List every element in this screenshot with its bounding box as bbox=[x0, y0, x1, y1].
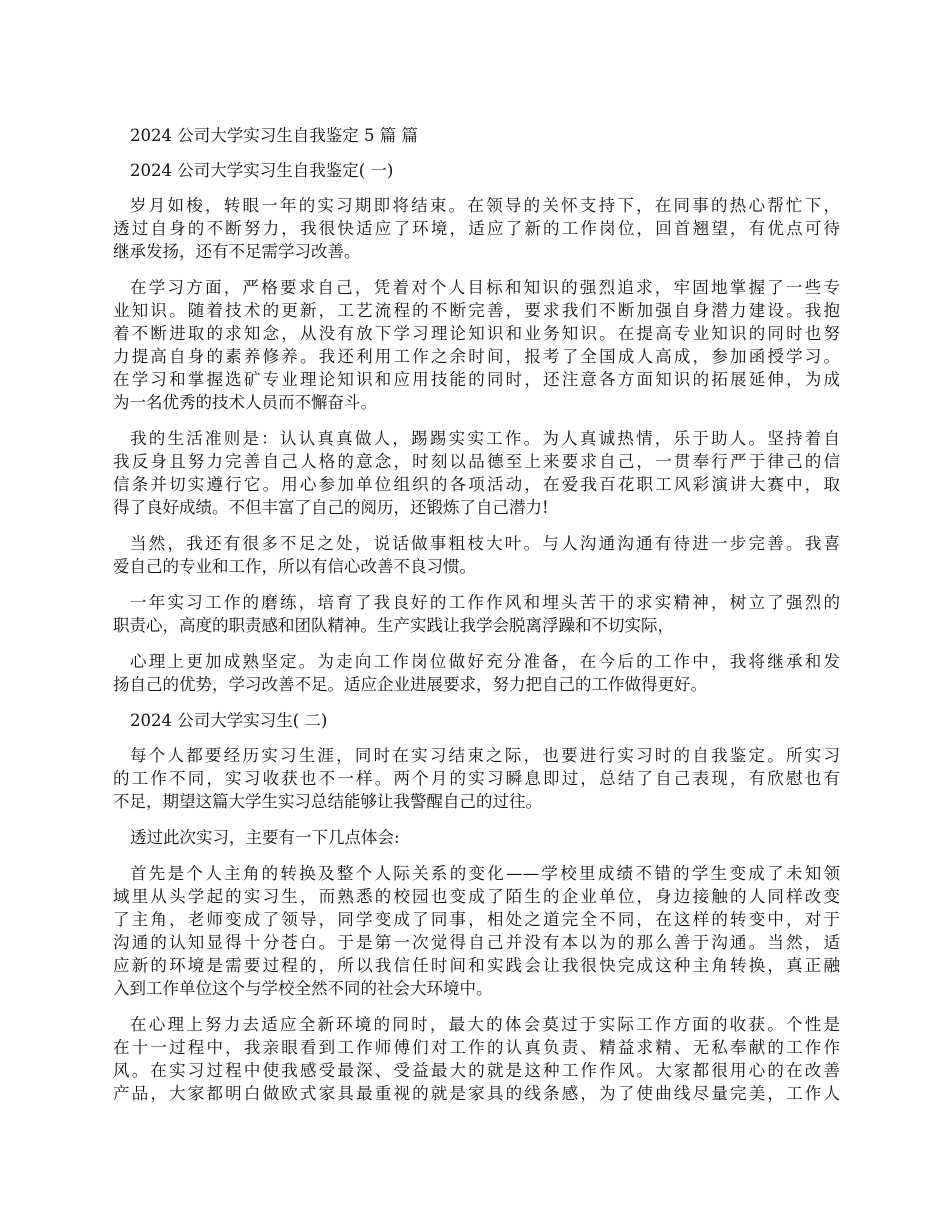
paragraph-line: 在十一过程中，我亲眼看到工作师傅们对工作的认真负责、精益求精、无私奉献的工作作 bbox=[113, 1038, 840, 1057]
paragraph-line: 域里从头学起的实习生，而熟悉的校园也变成了陌生的企业单位，身边接触的人同样改变 bbox=[113, 887, 840, 906]
paragraph-line: 沟通的认知显得十分苍白。于是第一次觉得自己并没有本以为的那么善于沟通。当然，适 bbox=[113, 933, 840, 952]
paragraph-line: 扬自己的优势，学习改善不足。适应企业进展要求，努力把自己的工作做得更好。 bbox=[113, 675, 707, 694]
paragraph-line: 继承发扬，还有不足需学习改善。 bbox=[113, 242, 361, 261]
paragraph-line: 业知识。随着技术的更新，工艺流程的不断完善，要求我们不断加强自身潜力建设。我抱 bbox=[113, 301, 840, 320]
paragraph-line: 爱自己的专业和工作，所以有信心改善不良习惯。 bbox=[113, 557, 476, 576]
paragraph-line: 我的生活准则是：认认真真做人，踢踢实实工作。为人真诚热情，乐于助人。坚持着自 bbox=[130, 429, 840, 448]
paragraph-9 bbox=[113, 862, 840, 1000]
paragraph-line: 风。在实习过程中使我感受最深、受益最大的就是这种工作作风。大家都很用心的在改善 bbox=[113, 1061, 840, 1080]
paragraph-line: 为一名优秀的技术人员而不懈奋斗。 bbox=[113, 393, 377, 412]
paragraph-line: 了主角，老师变成了领导，同学变成了同事，相处之道完全不同，在这样的转变中，对于 bbox=[113, 910, 840, 929]
paragraph-line: 产品，大家都明白做欧式家具最重视的就是家具的线条感，为了使曲线尽量完美，工作人 bbox=[113, 1084, 840, 1103]
paragraph-line: 透过自身的不断努力，我很快适应了环境，适应了新的工作岗位，回首翘望，有优点可待 bbox=[113, 219, 840, 238]
paragraph-5 bbox=[113, 591, 840, 637]
section-heading-1: 2024 公司大学实习生自我鉴定( 一) bbox=[130, 161, 394, 180]
paragraph-3 bbox=[113, 427, 840, 519]
paragraph-line: 力提高自身的素养修养。我还利用工作之余时间，报考了全国成人高成，参加函授学习。 bbox=[113, 347, 840, 366]
paragraph-line: 的工作不同，实习收获也不一样。两个月的实习瞬息即过，总结了自己表现，有欣慰也有 bbox=[113, 769, 840, 788]
paragraph-7 bbox=[113, 744, 840, 813]
paragraph-line: 心理上更加成熟坚定。为走向工作岗位做好充分准备，在今后的工作中，我将继承和发 bbox=[130, 652, 840, 671]
paragraph-line: 我反身且努力完善自己人格的意念，时刻以品德至上来要求自己，一贯奉行严于律己的信 bbox=[113, 452, 840, 471]
paragraph-line: 应新的环境是需要过程的，所以我信任时间和实践会让我很快完成这种主角转换，真正融 bbox=[113, 956, 840, 975]
paragraph-line: 岁月如梭，转眼一年的实习期即将结束。在领导的关怀支持下，在同事的热心帮忙下， bbox=[130, 196, 840, 215]
paragraph-1 bbox=[113, 194, 840, 263]
paragraph-line: 透过此次实习，主要有一下几点体会: bbox=[130, 828, 400, 847]
paragraph-line: 当然，我还有很多不足之处，说话做事粗枝大叶。与人沟通沟通有待进一步完善。我喜 bbox=[130, 534, 840, 553]
paragraph-2 bbox=[113, 276, 840, 414]
paragraph-line: 信条并切实遵行它。用心参加单位组织的各项活动，在爱我百花职工风彩演讲大赛中，取 bbox=[113, 475, 840, 494]
paragraph-line: 不足，期望这篇大学生实习总结能够让我警醒自己的过往。 bbox=[113, 792, 542, 811]
paragraph-line: 着不断进取的求知念，从没有放下学习理论知识和业务知识。在提高专业知识的同时也努 bbox=[113, 324, 840, 343]
paragraph-line: 在学习方面，严格要求自己，凭着对个人目标和知识的强烈追求，牢固地掌握了一些专 bbox=[130, 278, 840, 297]
paragraph-line: 入到工作单位这个与学校全然不同的社会大环境中。 bbox=[113, 979, 493, 998]
paragraph-line: 职责心，高度的职责感和团队精神。生产实践让我学会脱离浮躁和不切实际， bbox=[113, 616, 674, 635]
paragraph-line: 得了良好成绩。不但丰富了自己的阅历，还锻炼了自己潜力! bbox=[113, 498, 549, 517]
paragraph-4 bbox=[113, 532, 840, 578]
paragraph-10 bbox=[113, 1013, 840, 1105]
paragraph-8 bbox=[113, 826, 840, 849]
document-body bbox=[113, 124, 840, 1118]
paragraph-line: 首先是个人主角的转换及整个人际关系的变化——学校里成绩不错的学生变成了未知领 bbox=[130, 864, 840, 883]
paragraph-6 bbox=[113, 650, 840, 696]
paragraph-line: 在心理上努力去适应全新环境的同时，最大的体会莫过于实际工作方面的收获。个性是 bbox=[130, 1015, 840, 1034]
section-heading-2: 2024 公司大学实习生( 二) bbox=[130, 711, 328, 730]
paragraph-line: 每个人都要经历实习生涯，同时在实习结束之际，也要进行实习时的自我鉴定。所实习 bbox=[130, 746, 840, 765]
document-title: 2024 公司大学实习生自我鉴定 5 篇 篇 bbox=[130, 126, 418, 145]
paragraph-line: 在学习和掌握选矿专业理论知识和应用技能的同时，还注意各方面知识的拓展延伸，为成 bbox=[113, 370, 840, 389]
paragraph-line: 一年实习工作的磨练，培育了我良好的工作作风和埋头苦干的求实精神，树立了强烈的 bbox=[130, 593, 840, 612]
